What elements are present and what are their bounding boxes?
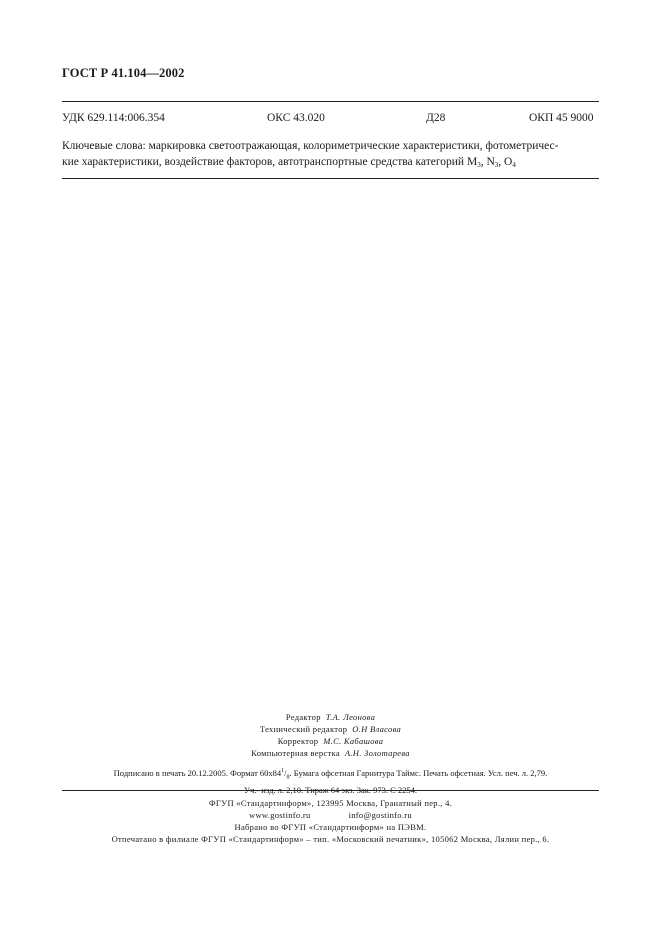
keywords-line-1: Ключевые слова: маркировка светоотражающая, колориметрические характеристики, фотометричес- xyxy=(62,140,559,152)
category-o-subscript: 4 xyxy=(512,161,516,169)
keywords-bottom-rule xyxy=(62,178,599,179)
d-code: Д28 xyxy=(426,112,446,124)
credit-editor xyxy=(0,711,661,723)
keywords-separator-n: , N xyxy=(480,156,495,168)
publisher-typeset: Набрано во ФГУП «Стандартинформ» на ПЭВМ. xyxy=(234,822,427,832)
publisher-top-rule xyxy=(62,790,599,791)
print-info-line-2: Уч.- изд. л. 2,10. Тираж 64 экз. Зак. 973. С 2254. xyxy=(243,784,418,795)
publisher-website: www.gostinfo.ru xyxy=(249,810,311,820)
credit-technical-editor xyxy=(0,723,661,735)
credit-name: О.Н Власова xyxy=(352,724,402,734)
publisher-address: ФГУП «Стандартинформ», 123995 Москва, Гранатный пер., 4. xyxy=(208,798,453,808)
format-fraction-denominator: 8 xyxy=(286,774,290,781)
publisher-contacts xyxy=(0,809,661,821)
format-fraction-numerator: 1 xyxy=(281,768,285,774)
publisher-printed: Отпечатано в филиале ФГУП «Стандартинформ» – тип. «Московский печатник», 105062 Москва, Лялин пер., 6. xyxy=(111,834,550,844)
editorial-credits xyxy=(0,711,661,759)
publisher-info xyxy=(0,797,661,845)
oks-code: ОКС 43.020 xyxy=(267,112,325,124)
credit-name: М.С. Кабашова xyxy=(323,736,384,746)
credit-proofreader xyxy=(0,735,661,747)
credit-role: Компьютерная верстка xyxy=(251,748,340,758)
keywords-line-2-text: кие характеристики, воздействие факторов, автотранспортные средства категорий М xyxy=(62,156,478,168)
credit-name: А.Н. Золотарева xyxy=(344,748,410,758)
print-info-paper: . Бумага офсетная Гарнитура Таймс. Печать офсетная. Усл. печ. л. 2,79. xyxy=(289,767,548,778)
udk-code: УДК 629.114:006.354 xyxy=(62,112,165,124)
standard-id-header: ГОСТ Р 41.104—2002 xyxy=(62,66,185,80)
credit-layout xyxy=(0,747,661,759)
keywords-separator-o: , О xyxy=(498,156,513,168)
publisher-email: info@gostinfo.ru xyxy=(348,810,412,820)
credit-name: Т.А. Леонова xyxy=(325,712,376,722)
credit-role: Корректор xyxy=(277,736,319,746)
credit-role: Технический редактор xyxy=(259,724,348,734)
classification-codes-row xyxy=(62,112,599,128)
keywords-paragraph xyxy=(62,138,602,170)
category-m-subscript: 3 xyxy=(477,161,481,169)
category-n-subscript: 3 xyxy=(494,161,499,169)
print-info-format: Подписано в печать 20.12.2005. Формат 60х84 xyxy=(113,767,282,778)
print-info-line-1: Подписано в печать 20.12.2005. Формат $60х84^1/_8$. Бумага офсетная Гарнитура Таймс. Печать офсетная. Усл. печ. л. 2,79. xyxy=(113,767,548,781)
top-rule xyxy=(62,101,599,102)
keywords-line-2 xyxy=(62,154,602,170)
okp-code: ОКП 45 9000 xyxy=(529,112,594,124)
credit-role: Редактор xyxy=(285,712,321,722)
